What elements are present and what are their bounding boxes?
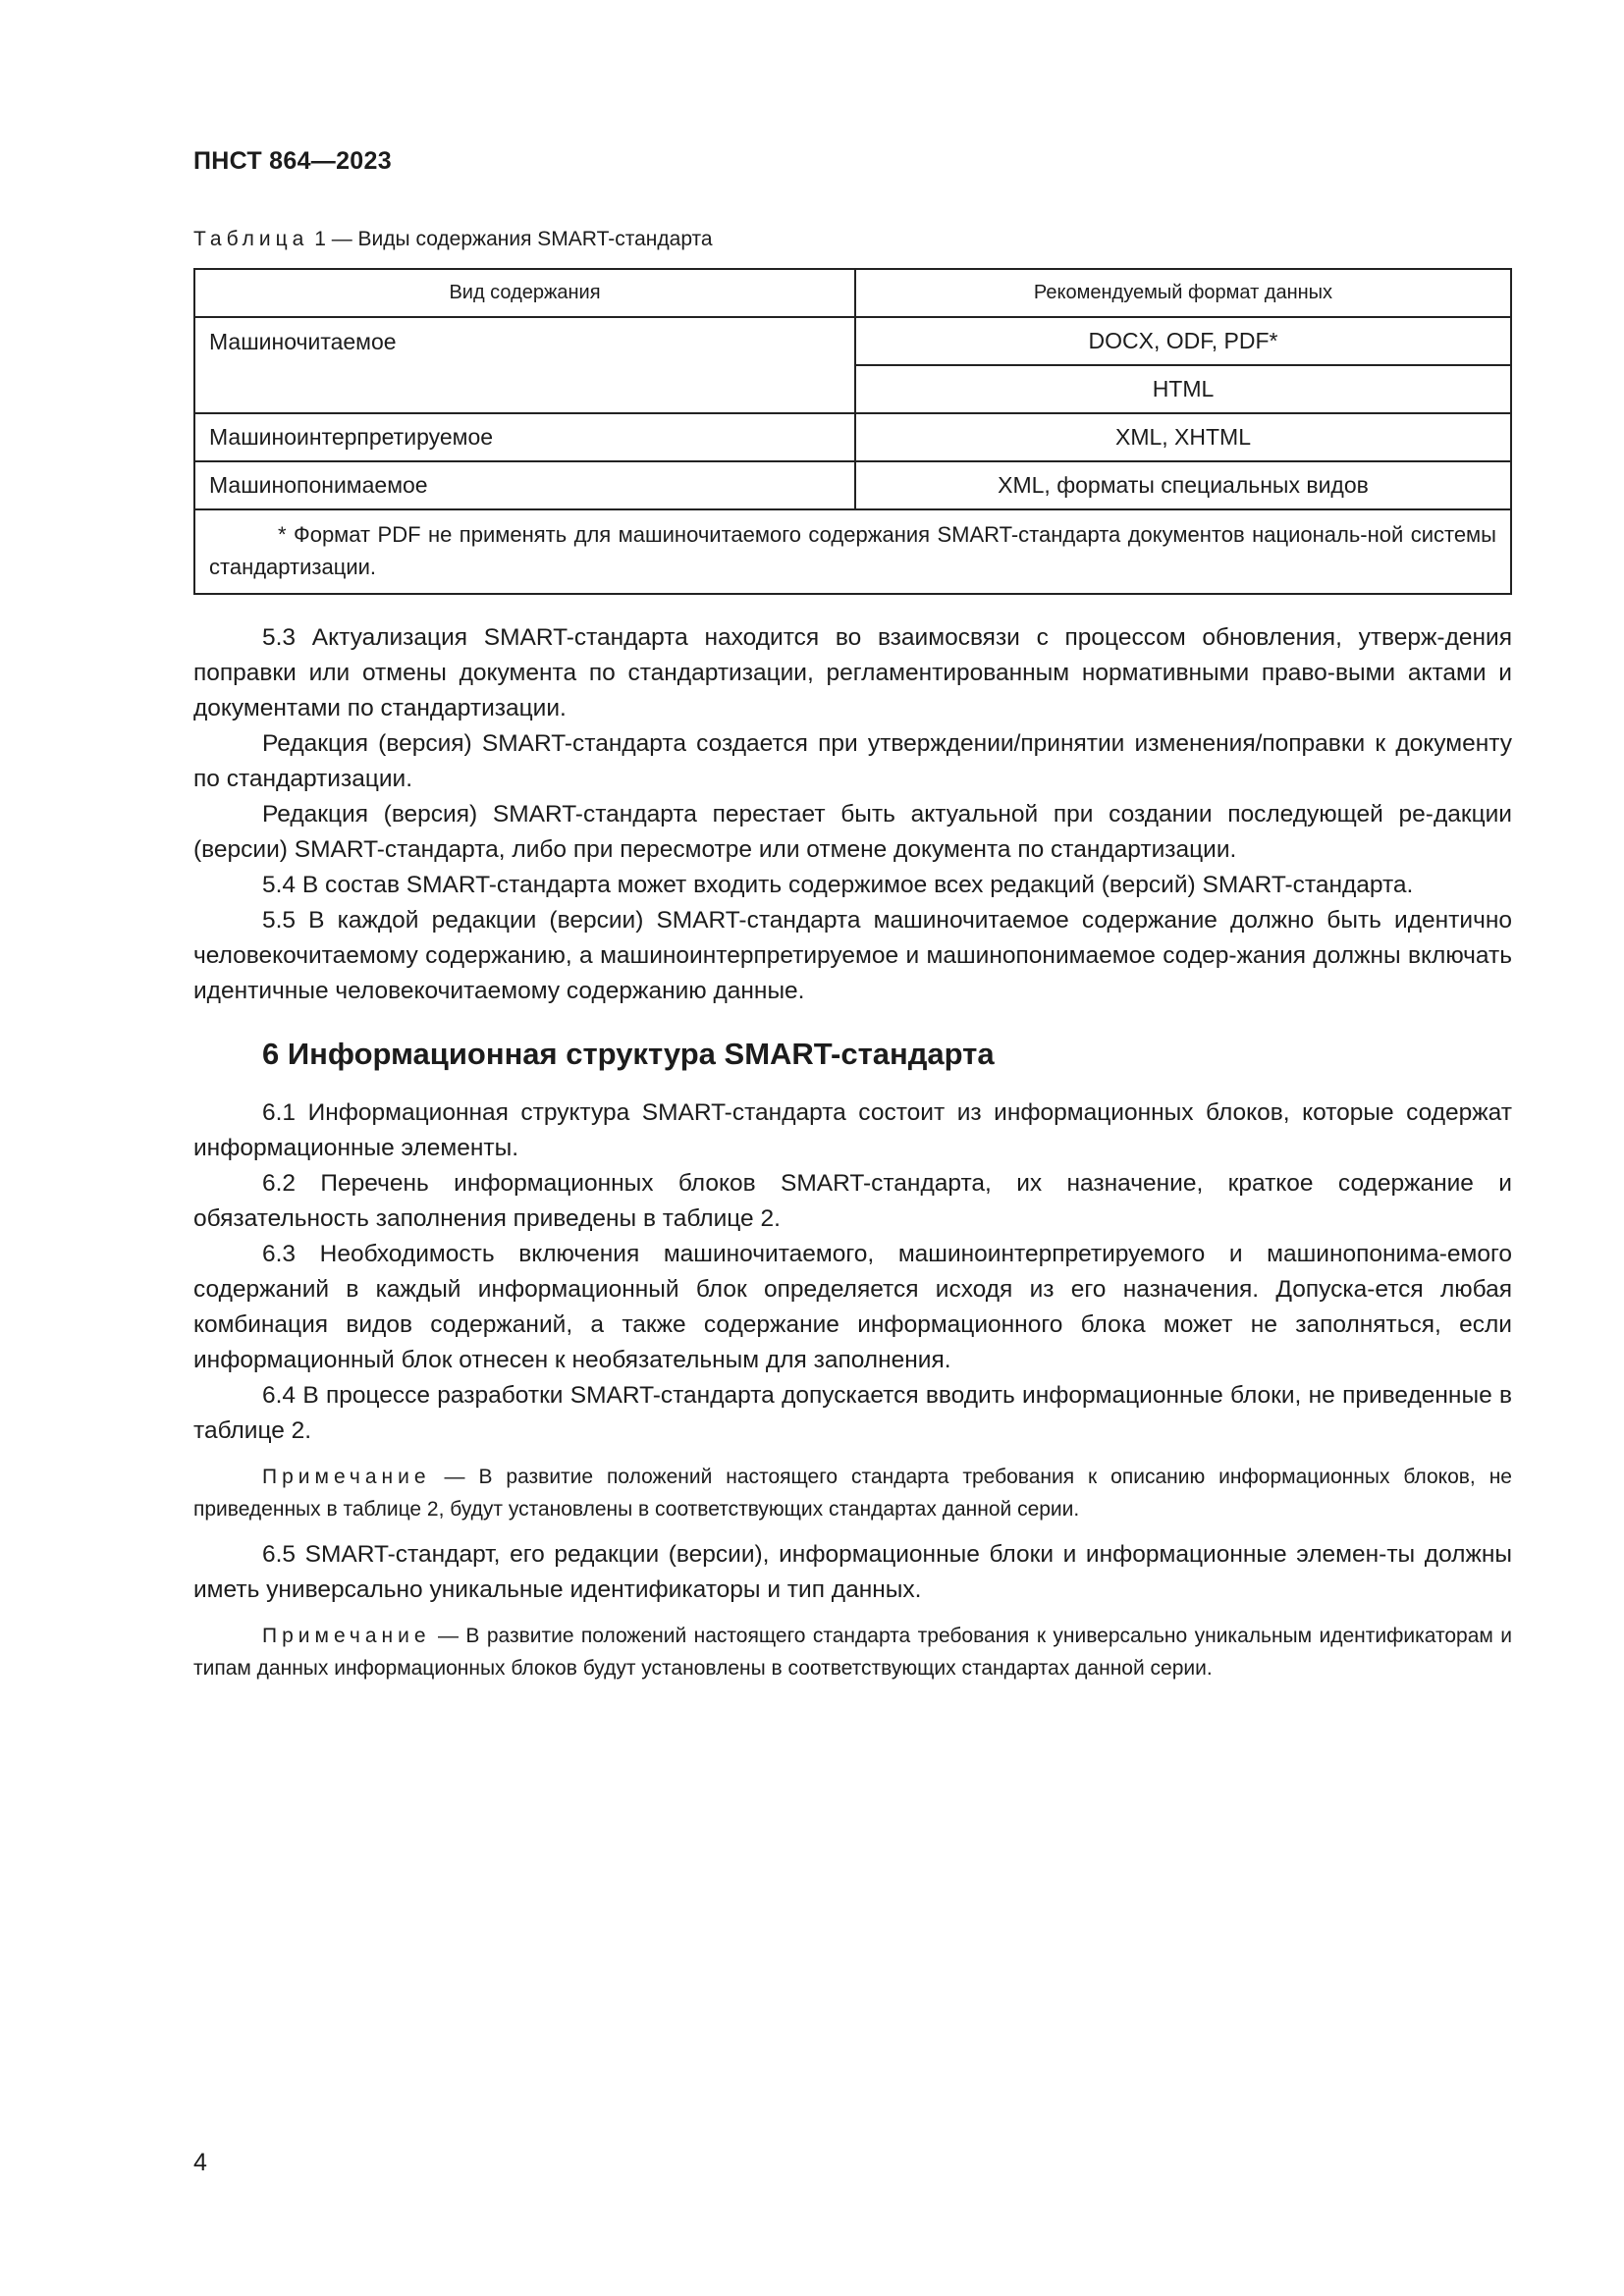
table-caption bbox=[193, 228, 713, 251]
column-header-format: Рекомендуемый формат данных bbox=[855, 269, 1511, 317]
paragraph-6-3: 6.3 Необходимость включения машиночитаемого, машиноинтерпретируемого и машинопонима-емого содержаний в каждый информационный блок определяется исходя из его назначения. Допуска-ется любая комбинация видов содержаний, а также содержание информационного блока может не заполняться, если информационный блок отнесен к необязательным для заполнения. bbox=[193, 1241, 1512, 1373]
cell-kind: Машиноинтерпретируемое bbox=[194, 413, 855, 461]
content-types-table bbox=[193, 268, 1512, 595]
footnote-text: * Формат PDF не применять для машиночитаемого содержания SMART-стандарта документов националь-ной системы стандартизации. bbox=[209, 522, 1496, 579]
paragraph-5-5: 5.5 В каждой редакции (версии) SMART-стандарта машиночитаемое содержание должно быть идентично человекочитаемому содержанию, а машиноинтерпретируемое и машинопонимаемое содер-жания должны включать идентичные человекочитаемому содержанию данные. bbox=[193, 907, 1512, 1004]
cell-format: DOCX, ODF, PDF* bbox=[855, 317, 1511, 365]
page-number: 4 bbox=[193, 2149, 207, 2176]
cell-kind: Машиночитаемое bbox=[194, 317, 855, 413]
table-caption-label: Таблица bbox=[193, 228, 309, 250]
paragraph-6-4: 6.4 В процессе разработки SMART-стандарта допускается вводить информационные блоки, не приведенные в таблице 2. bbox=[193, 1382, 1512, 1444]
note-1 bbox=[193, 1461, 1512, 1525]
table-footnote-row bbox=[194, 509, 1511, 594]
column-header-kind: Вид содержания bbox=[194, 269, 855, 317]
table-row bbox=[194, 317, 1511, 365]
cell-format: HTML bbox=[855, 365, 1511, 413]
note-1-text: — В развитие положений настоящего стандарта требования к описанию информационных блоков, не приведенных в таблице 2, будут установлены в соответствующих стандартах данной серии. bbox=[193, 1466, 1512, 1521]
paragraph-5-3-c: Редакция (версия) SMART-стандарта перестает быть актуальной при создании последующей ре-дакции (версии) SMART-стандарта, либо при пересмотре или отмене документа по стандартизации. bbox=[193, 801, 1512, 863]
cell-kind: Машинопонимаемое bbox=[194, 461, 855, 509]
table-row bbox=[194, 413, 1511, 461]
cell-format: XML, XHTML bbox=[855, 413, 1511, 461]
main-content bbox=[193, 620, 1512, 1696]
paragraph-5-3-b: Редакция (версия) SMART-стандарта создается при утверждении/принятии изменения/поправки к документу по стандартизации. bbox=[193, 730, 1512, 792]
table-caption-text: 1 — Виды содержания SMART-стандарта bbox=[314, 228, 713, 250]
paragraph-6-1: 6.1 Информационная структура SMART-стандарта состоит из информационных блоков, которые содержат информационные элементы. bbox=[193, 1099, 1512, 1161]
note-2-text: — В развитие положений настоящего стандарта требования к универсально уникальным идентификаторам и типам данных информационных блоков будут установлены в соответствующих стандартах данной серии. bbox=[193, 1625, 1512, 1680]
table-footnote bbox=[194, 509, 1511, 594]
paragraph-5-4: 5.4 В состав SMART-стандарта может входить содержимое всех редакций (версий) SMART-стандарта. bbox=[262, 872, 1414, 898]
cell-format: XML, форматы специальных видов bbox=[855, 461, 1511, 509]
document-code-header: ПНСТ 864—2023 bbox=[193, 147, 392, 175]
table-row bbox=[194, 461, 1511, 509]
paragraph-6-5: 6.5 SMART-стандарт, его редакции (версии), информационные блоки и информационные элемен-ты должны иметь универсально уникальные идентификаторы и тип данных. bbox=[193, 1541, 1512, 1603]
table-header-row bbox=[194, 269, 1511, 317]
note-2 bbox=[193, 1620, 1512, 1684]
paragraph-5-3: 5.3 Актуализация SMART-стандарта находится во взаимосвязи с процессом обновления, утверж-дения поправки или отмены документа по стандартизации, регламентированным нормативными право-выми актами и документами по стандартизации. bbox=[193, 624, 1512, 721]
section-6-heading: 6 Информационная структура SMART-стандарта bbox=[262, 1037, 995, 1071]
note-label: Примечание bbox=[262, 1625, 431, 1647]
note-label: Примечание bbox=[262, 1466, 431, 1488]
paragraph-6-2: 6.2 Перечень информационных блоков SMART-стандарта, их назначение, краткое содержание и обязательность заполнения приведены в таблице 2. bbox=[193, 1170, 1512, 1232]
